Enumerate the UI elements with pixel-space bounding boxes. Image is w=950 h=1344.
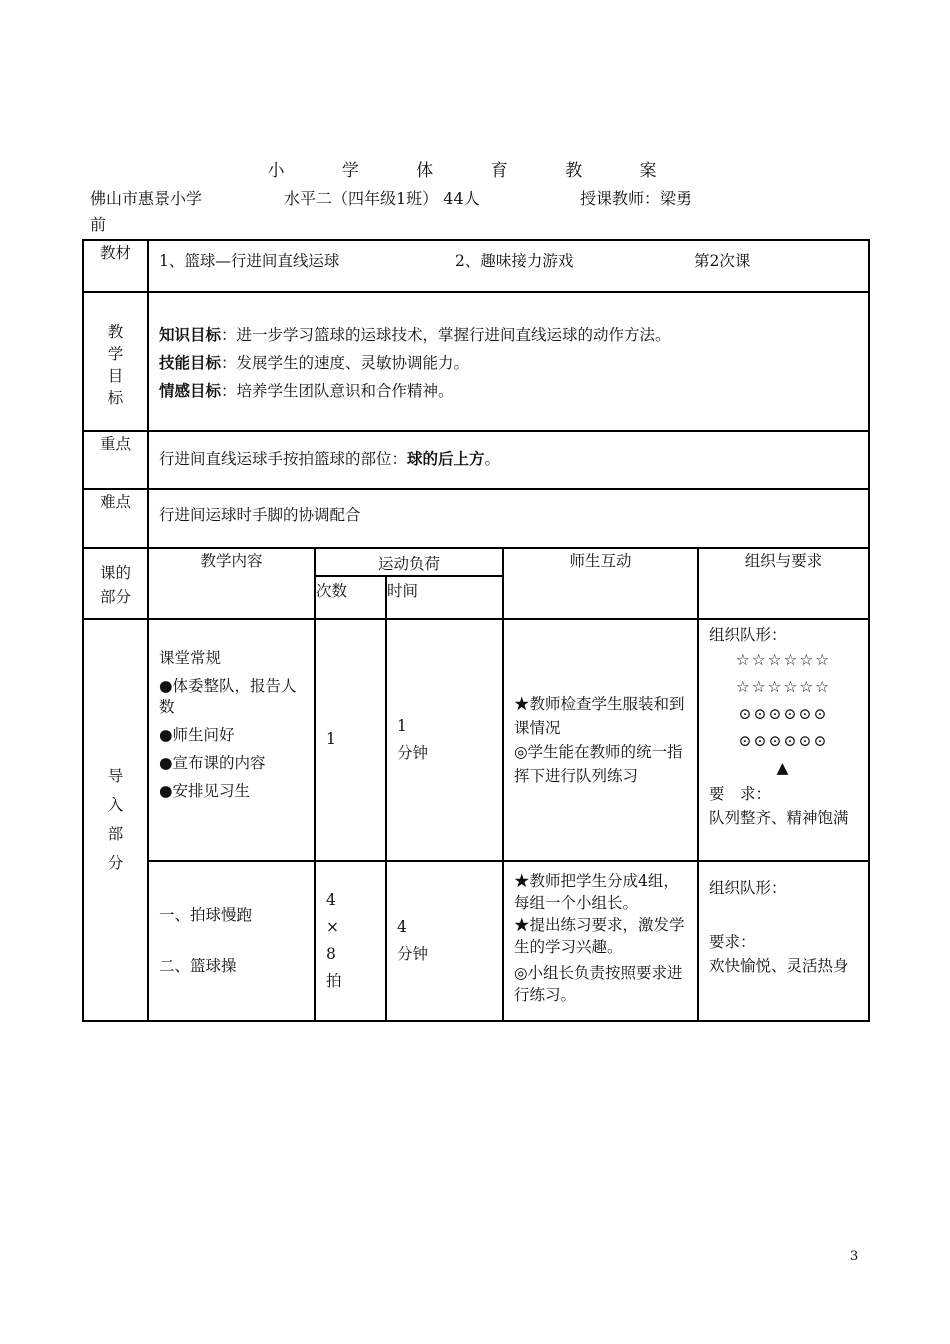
material-item-2: 2、趣味接力游戏 (455, 252, 574, 270)
list-item: ●安排见习生 (159, 782, 251, 800)
difficulty-label: 难点 (83, 489, 148, 548)
warmup-organization: 组织队形： 要求： 欢快愉悦、灵活热身 (698, 861, 869, 1021)
routine-content: 课堂常规 ●体委整队，报告人数 ●师生问好 ●宣布课的内容 ●安排见习生 (148, 619, 315, 861)
list-item: ●师生问好 (159, 726, 235, 744)
class-level: 水平二（四年级1班） 44人 (284, 189, 480, 208)
interaction-header: 师生互动 (503, 548, 698, 619)
part-header: 课的 部分 (83, 548, 148, 619)
goals-row (83, 292, 869, 431)
times-header: 次数 (315, 576, 386, 619)
teacher-name-cont: 前 (90, 215, 107, 234)
key-label: 重点 (83, 431, 148, 489)
header-row (83, 548, 869, 576)
teacher-name: 授课教师：梁勇 (580, 189, 693, 208)
intro-row-1 (83, 619, 869, 861)
difficulty-content: 行进间运球时手脚的协调配合 (148, 489, 869, 548)
emotion-goal: 情感目标：培养学生团队意识和合作精神。 (159, 381, 454, 400)
list-item: ●体委整队，报告人数 (159, 677, 297, 716)
page-title: 小 学 体 育 教 案 (267, 161, 683, 181)
key-row (83, 431, 869, 489)
material-row (83, 240, 869, 292)
material-label: 教材 (83, 240, 148, 292)
key-content: 行进间直线运球手按拍篮球的部位：球的后上方。 (148, 431, 869, 489)
routine-times: 1 (315, 619, 386, 861)
routine-interaction: ★教师检查学生服装和到课情况 ◎学生能在教师的统一指挥下进行队列练习 (503, 619, 698, 861)
warmup-content: 一、拍球慢跑 二、篮球操 (148, 861, 315, 1021)
list-item: ●宣布课的内容 (159, 754, 266, 772)
content-header: 教学内容 (148, 548, 315, 619)
material-item-1: 1、篮球—行进间直线运球 (159, 252, 340, 270)
routine-duration: 1 分钟 (386, 619, 503, 861)
routine-organization: 组织队形： ☆☆☆☆☆☆ ☆☆☆☆☆☆ ⊙⊙⊙⊙⊙⊙ ⊙⊙⊙⊙⊙⊙ ▲ 要 求： 队列整齐、精神饱满 (698, 619, 869, 861)
goals-label: 教 学 目 标 (83, 292, 148, 431)
intro-part-label: 导 入 部 分 (83, 619, 148, 1021)
skill-goal: 技能目标：发展学生的速度、灵敏协调能力。 (159, 353, 470, 372)
formation-diagram: ☆☆☆☆☆☆ ☆☆☆☆☆☆ ⊙⊙⊙⊙⊙⊙ ⊙⊙⊙⊙⊙⊙ ▲ (709, 647, 858, 782)
lesson-number: 第2次课 (694, 252, 751, 270)
lesson-plan-table (82, 239, 870, 1022)
knowledge-goal: 知识目标：进一步学习篮球的运球技术，掌握行进间直线运球的动作方法。 (159, 325, 671, 344)
goals-content (148, 292, 869, 431)
intro-row-2 (83, 861, 869, 1021)
page-number: 3 (850, 1249, 859, 1264)
warmup-duration: 4 分钟 (386, 861, 503, 1021)
warmup-interaction: ★教师把学生分成4组，每组一个小组长。 ★提出练习要求，激发学生的学习兴趣。 ◎小组长负责按照要求进行练习。 (503, 861, 698, 1021)
school-name: 佛山市惠景小学 (90, 189, 203, 208)
warmup-times: 4 × 8 拍 (315, 861, 386, 1021)
material-content (148, 240, 869, 292)
duration-header: 时间 (386, 576, 503, 619)
difficulty-row (83, 489, 869, 548)
organization-header: 组织与要求 (698, 548, 869, 619)
load-header: 运动负荷 (315, 548, 503, 576)
teacher-marker-icon: ▲ (776, 759, 791, 777)
